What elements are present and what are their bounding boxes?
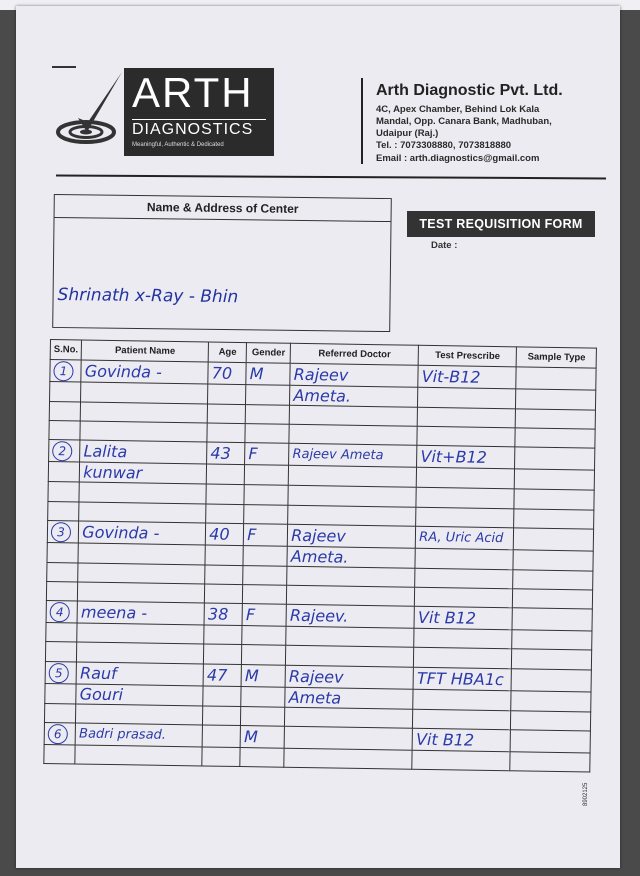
logo-tagline: Meaningful, Authentic & Dedicated — [132, 142, 224, 148]
patient-name[interactable]: Lalita — [80, 440, 207, 464]
referred-doctor[interactable] — [284, 726, 412, 750]
logo — [124, 68, 274, 156]
serial-number: 3 — [51, 522, 71, 542]
sample-type[interactable] — [510, 729, 590, 752]
referred-doctor[interactable]: Rajeev. — [286, 604, 414, 628]
serial-number: 4 — [50, 602, 70, 622]
test-prescribe[interactable]: RA, Uric Acid — [416, 526, 514, 550]
referred-doctor-cont[interactable]: Ameta. — [290, 385, 418, 407]
patient-name[interactable]: Govinda - — [79, 521, 206, 545]
logo-target-icon — [56, 70, 126, 150]
margin-mark — [52, 66, 76, 68]
center-value[interactable]: Shrinath x-Ray - Bhin — [57, 284, 239, 308]
serial-number: 6 — [48, 724, 68, 744]
address-line: Udaipur (Raj.) — [376, 128, 439, 139]
test-prescribe[interactable]: Vit-B12 — [418, 365, 516, 389]
date-label: Date : — [431, 240, 458, 251]
patient-gender[interactable]: F — [245, 443, 289, 466]
patient-gender[interactable]: F — [242, 604, 286, 627]
phone-line: Tel. : 7073308880, 7073818880 — [376, 140, 512, 151]
test-prescribe[interactable]: Vit+B12 — [417, 446, 515, 470]
patient-name-cont[interactable]: kunwar — [80, 462, 207, 484]
serial-number: 5 — [49, 663, 69, 683]
requisition-table — [43, 339, 597, 772]
email-line: Email : arth.diagnostics@gmail.com — [376, 153, 540, 164]
form-title: TEST REQUISITION FORM — [407, 211, 595, 237]
center-label: Name & Address of Center — [55, 195, 391, 222]
company-name: Arth Diagnostic Pvt. Ltd. — [376, 82, 563, 99]
patient-name-cont[interactable]: Gouri — [76, 683, 203, 705]
patient-age[interactable]: 47 — [203, 663, 241, 686]
patient-age[interactable]: 43 — [207, 442, 245, 465]
address-line: 4C, Apex Chamber, Behind Lok Kala — [376, 104, 540, 115]
patient-name-cont[interactable] — [77, 623, 204, 644]
patient-gender[interactable]: M — [246, 363, 290, 386]
referred-doctor-cont[interactable]: Ameta. — [287, 546, 415, 568]
header-divider — [361, 78, 363, 164]
form-code: 8902125 — [583, 782, 589, 806]
logo-main-text: ARTH — [132, 69, 254, 116]
column-header: Patient Name — [81, 340, 208, 362]
serial-number: 2 — [52, 441, 72, 461]
referred-doctor-cont[interactable] — [289, 466, 417, 488]
patient-name[interactable]: Govinda - — [81, 360, 208, 384]
column-header: Test Prescribe — [418, 345, 516, 367]
sample-type[interactable] — [514, 528, 594, 551]
center-box — [52, 194, 392, 332]
address-line: Mandal, Opp. Canara Bank, Madhuban, — [376, 116, 552, 127]
referred-doctor[interactable]: Rajeev — [290, 363, 418, 387]
column-header: Sample Type — [516, 347, 596, 368]
column-header: Referred Doctor — [290, 343, 418, 365]
logo-sub-text: DIAGNOSTICS — [132, 121, 254, 138]
column-header: S.No. — [50, 340, 82, 360]
patient-gender[interactable]: M — [240, 725, 284, 748]
patient-name-cont[interactable] — [81, 382, 208, 404]
sample-type[interactable] — [512, 608, 592, 631]
patient-name[interactable]: meena - — [77, 601, 204, 625]
column-header: Gender — [246, 343, 290, 364]
serial-number: 1 — [53, 361, 73, 381]
patient-gender[interactable]: M — [241, 664, 285, 687]
referred-doctor[interactable]: Rajeev Ameta — [289, 444, 417, 468]
referred-doctor[interactable]: Rajeev — [288, 524, 416, 548]
test-prescribe[interactable]: Vit B12 — [412, 728, 510, 752]
sample-type[interactable] — [511, 668, 591, 691]
patient-name-cont[interactable] — [78, 543, 205, 565]
patient-age[interactable]: 70 — [208, 362, 246, 385]
patient-name[interactable]: Rauf — [76, 661, 203, 685]
referred-doctor-cont[interactable]: Ameta — [285, 687, 413, 709]
patient-age[interactable]: 38 — [204, 603, 242, 626]
sample-type[interactable] — [515, 447, 595, 470]
referred-doctor[interactable]: Rajeev — [285, 665, 413, 689]
patient-gender[interactable]: F — [244, 523, 288, 546]
test-prescribe[interactable]: TFT HBA1c — [413, 667, 511, 691]
referred-doctor-cont[interactable] — [286, 626, 414, 647]
patient-age[interactable] — [202, 725, 240, 748]
column-header: Age — [208, 342, 246, 363]
test-prescribe[interactable]: Vit B12 — [414, 606, 512, 630]
patient-age[interactable]: 40 — [206, 523, 244, 546]
sample-type[interactable] — [516, 367, 596, 390]
patient-name[interactable]: Badri prasad. — [75, 723, 202, 747]
